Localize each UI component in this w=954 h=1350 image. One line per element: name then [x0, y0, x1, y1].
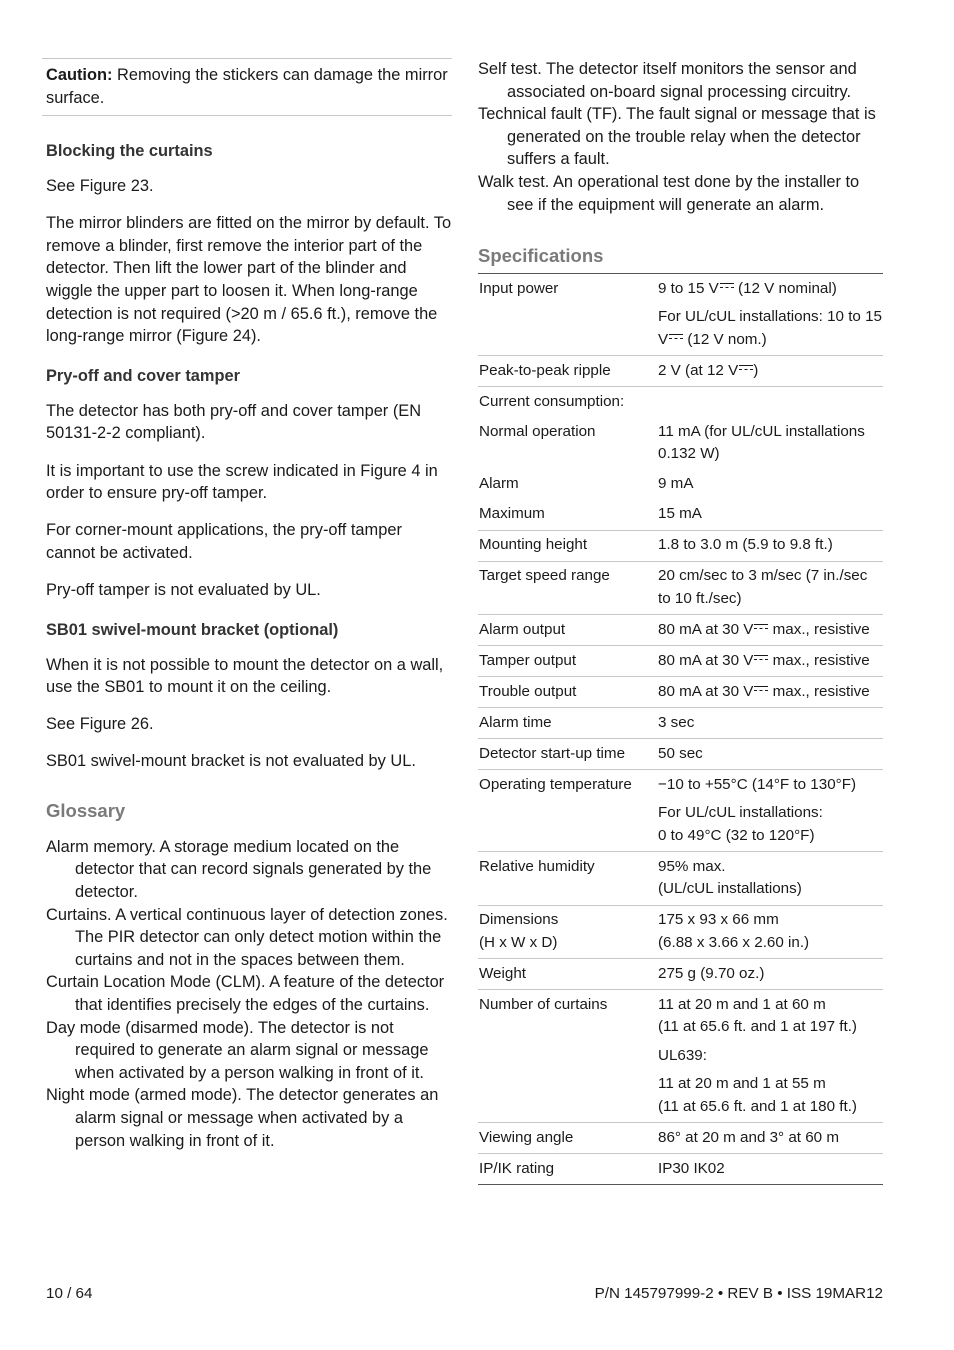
spec-label: Peak-to-peak ripple [478, 356, 657, 387]
blocking-p2: The mirror blinders are fitted on the mirror by default. To remove a blinder, first remove the interior part of the detector. Then lift the lower part of the blinder and wiggle the upper part to loosen it. When long-range detection is not required (>20 m / 65.6 ft.), remove the long-range mirror (Figure 24). [46, 214, 452, 346]
sb01-p1: When it is not possible to mount the detector on a wall, use the SB01 to mount it on the ceiling. [46, 655, 444, 697]
spec-value: 9 to 15 V (12 V nominal) For UL/cUL installations: 10 to 15 V (12 V nom.) [658, 279, 882, 348]
spec-row-input-power [478, 274, 883, 356]
spec-value: IP30 IK02 [657, 1154, 883, 1185]
spec-label: Alarm time [478, 708, 657, 739]
spec-label: Relative humidity [478, 852, 657, 906]
spec-row-startup [478, 739, 883, 770]
dc-symbol-icon [754, 624, 768, 633]
spec-label: Target speed range [478, 561, 657, 615]
spec-label: Viewing angle [478, 1123, 657, 1154]
spec-label: Tamper output [478, 646, 657, 677]
spec-value: 9 mA [658, 475, 694, 493]
dc-symbol-icon [669, 334, 683, 343]
left-column [46, 58, 452, 1152]
glossary-item: Curtain Location Mode (CLM). A feature of the detector that identifies precisely the edges of the curtains. [46, 973, 445, 1015]
spec-value: 3 sec [657, 708, 883, 739]
spec-value: 80 mA at 30 V max., resistive [657, 615, 883, 646]
sb01-heading: SB01 swivel-mount bracket (optional) [46, 620, 339, 639]
spec-value: 95% max. (UL/cUL installations) [657, 852, 883, 906]
tamper-p1: The detector has both pry-off and cover tamper (EN 50131-2-2 compliant). [46, 401, 422, 443]
glossary-item: Day mode (disarmed mode). The detector is not required to generate an alarm signal or message when activated by a person walking in front of it. [46, 1018, 429, 1082]
sb01-p2: See Figure 26. [46, 715, 154, 734]
spec-row-maximum [478, 500, 883, 531]
glossary-heading: Glossary [46, 799, 126, 821]
glossary-item: Walk test. An operational test done by the installer to see if the equipment will generate an alarm. [478, 172, 860, 214]
spec-label: Operating temperature [478, 770, 657, 852]
spec-label: IP/IK rating [478, 1154, 657, 1185]
glossary-item: Night mode (armed mode). The detector generates an alarm signal or message when activated by a person walking in front of it. [46, 1086, 439, 1150]
tamper-p2: It is important to use the screw indicated in Figure 4 in order to ensure pry-off tamper. [46, 461, 438, 503]
spec-value: 11 at 20 m and 1 at 60 m (11 at 65.6 ft. and 1 at 197 ft.) UL639: 11 at 20 m and 1 at 55 m (11 at 65.6 ft. and 1 at 180 ft.) [657, 990, 883, 1123]
spec-label: Current consumption: [478, 387, 883, 418]
spec-value: 2 V (at 12 V ) [657, 356, 883, 387]
dc-symbol-icon [754, 655, 768, 664]
page-number: 10 / 64 [46, 1285, 93, 1302]
spec-row-weight [478, 959, 883, 990]
tamper-p3: For corner-mount applications, the pry-off tamper cannot be activated. [46, 521, 402, 562]
spec-row-alarm [478, 470, 883, 500]
spec-row-trouble-output [478, 677, 883, 708]
spec-label: Maximum [479, 505, 545, 523]
specifications-table [478, 273, 883, 1185]
spec-value: 11 mA (for UL/cUL installations 0.132 W) [658, 422, 865, 463]
spec-value: 175 x 93 x 66 mm (6.88 x 3.66 x 2.60 in.) [657, 905, 883, 959]
spec-row-ipik [478, 1154, 883, 1185]
caution-label: Caution: [46, 66, 113, 84]
tamper-heading: Pry-off and cover tamper [46, 366, 241, 385]
glossary-item: Technical fault (TF). The fault signal or message that is generated on the trouble relay when the detector suffers a fault. [478, 105, 876, 169]
spec-label: Input power [479, 279, 559, 297]
spec-row-speed [478, 561, 883, 615]
glossary-item: Alarm memory. A storage medium located on the detector that can record signals generated by the detector. [46, 837, 432, 902]
spec-label: Detector start-up time [478, 739, 657, 770]
spec-row-normal [478, 417, 883, 470]
spec-row-alarm-output [478, 615, 883, 646]
spec-value: 80 mA at 30 V max., resistive [657, 677, 883, 708]
blocking-heading: Blocking the curtains [46, 142, 213, 161]
spec-row-dimensions [478, 905, 883, 959]
spec-row-temperature [478, 770, 883, 852]
spec-label: Dimensions (H x W x D) [478, 905, 657, 959]
spec-row-current [478, 387, 883, 418]
dc-symbol-icon [739, 365, 753, 374]
spec-label: Alarm output [478, 615, 657, 646]
spec-value: 86° at 20 m and 3° at 60 m [657, 1123, 883, 1154]
spec-value: −10 to +55°C (14°F to 130°F) For UL/cUL installations: 0 to 49°C (32 to 120°F) [657, 770, 883, 852]
glossary-item: Self test. The detector itself monitors the sensor and associated on-board signal processing circuitry. [478, 60, 857, 101]
spec-row-curtains [478, 990, 883, 1123]
caution-text: Removing the stickers can damage the mirror surface. [46, 66, 448, 107]
specifications-heading: Specifications [478, 245, 604, 267]
spec-label: Number of curtains [478, 990, 657, 1123]
spec-row-alarm-time [478, 708, 883, 739]
caution-box [42, 58, 452, 116]
dc-symbol-icon [720, 283, 734, 292]
spec-value: 15 mA [658, 505, 702, 523]
spec-value: 50 sec [657, 739, 883, 770]
glossary-item: Curtains. A vertical continuous layer of detection zones. The PIR detector can only detect motion within the curtains and not in the spaces between them. [46, 905, 448, 969]
spec-value: 80 mA at 30 V max., resistive [657, 646, 883, 677]
spec-label: Weight [478, 959, 657, 990]
spec-value: 20 cm/sec to 3 m/sec (7 in./sec to 10 ft./sec) [657, 561, 883, 615]
spec-row-viewing [478, 1123, 883, 1154]
spec-label: Alarm [479, 475, 519, 493]
part-number: P/N 145797999-2 • REV B • ISS 19MAR12 [594, 1285, 883, 1302]
sb01-p3: SB01 swivel-mount bracket is not evaluated by UL. [46, 752, 416, 771]
spec-row-ripple [478, 356, 883, 387]
spec-row-tamper-output [478, 646, 883, 677]
tamper-p4: Pry-off tamper is not evaluated by UL. [46, 580, 321, 599]
spec-value: 1.8 to 3.0 m (5.9 to 9.8 ft.) [657, 530, 883, 561]
blocking-p1: See Figure 23. [46, 177, 154, 196]
spec-row-mounting [478, 530, 883, 561]
spec-label: Mounting height [478, 530, 657, 561]
spec-value: 275 g (9.70 oz.) [657, 959, 883, 990]
right-column [478, 58, 883, 1185]
spec-label: Trouble output [478, 677, 657, 708]
spec-row-humidity [478, 852, 883, 906]
dc-symbol-icon [754, 686, 768, 695]
spec-label: Normal operation [479, 422, 596, 440]
